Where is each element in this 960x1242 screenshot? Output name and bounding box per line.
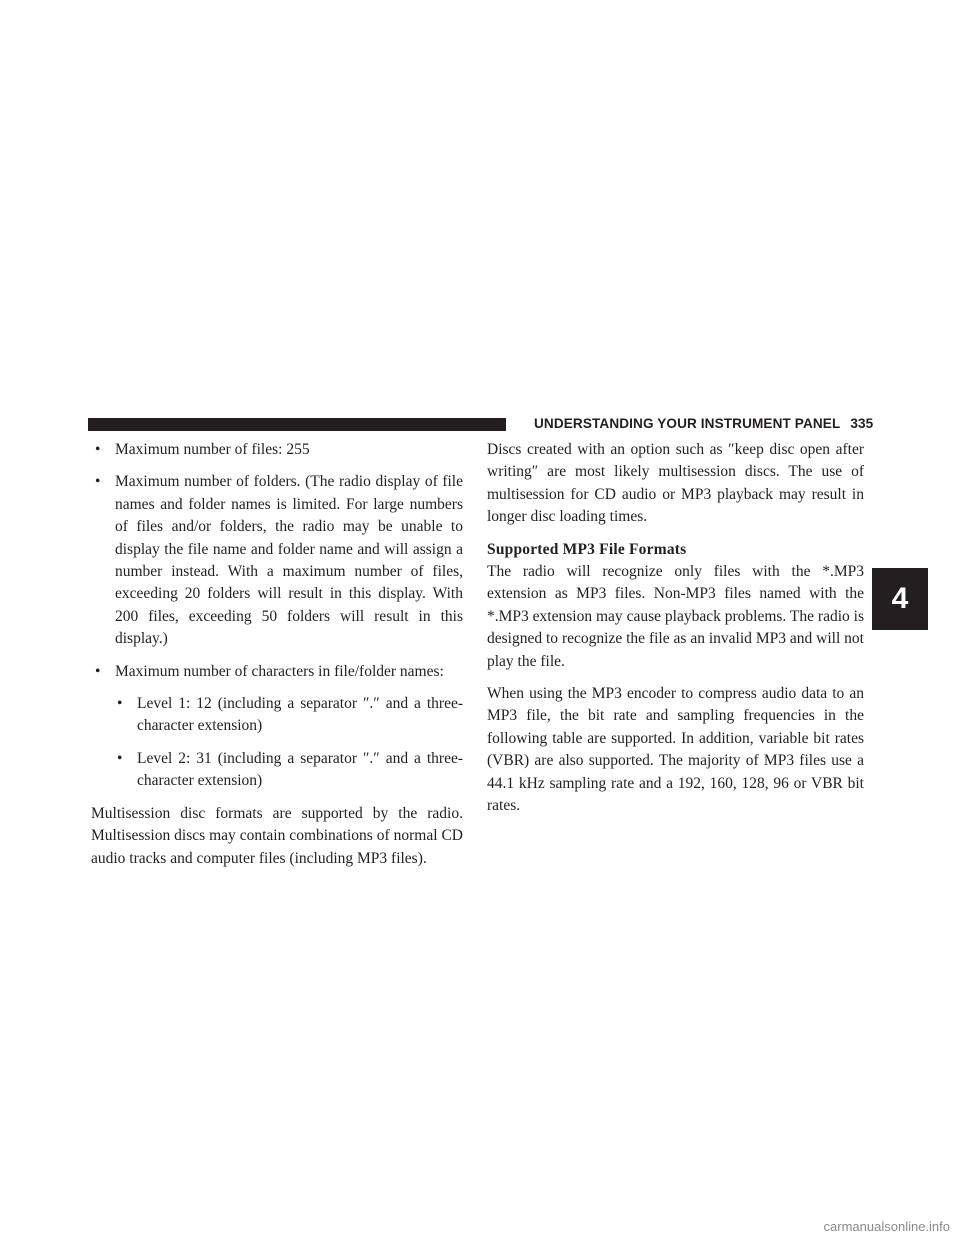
- chapter-tab: 4: [872, 568, 928, 630]
- bullet-icon: •: [117, 749, 123, 767]
- paragraph: Multisession disc formats are supported by the radio. Multisession discs may contain combinations of normal CD audio tracks and computer files (including MP3 files).: [91, 804, 463, 867]
- list-item: • Maximum number of characters in file/folder names:: [91, 661, 463, 683]
- sub-list-item: • Level 1: 12 (including a separator ″.″ and a three-character extension): [117, 695, 463, 735]
- page-number: 335: [850, 416, 874, 431]
- paragraph: The radio will recognize only files with the *.MP3 extension as MP3 files. Non-MP3 files named with the *.MP3 extension may cause playback problems. The radio is designed to recognize the file as an invalid MP3 and will not play the file.: [487, 563, 864, 670]
- section-heading: Supported MP3 File Formats: [487, 540, 687, 558]
- paragraph: When using the MP3 encoder to compress audio data to an MP3 file, the bit rate and sampling frequencies in the following table are supported. In addition, variable bit rates (VBR) are also supported. The majority of MP3 files use a 44.1 kHz sampling rate and a 192, 160, 128, 96 or VBR bit rates.: [487, 685, 864, 815]
- bullet-icon: •: [95, 441, 101, 458]
- header-rule: [88, 418, 506, 431]
- footer-watermark: carmanualsonline.info: [823, 1219, 950, 1234]
- paragraph: Discs created with an option such as ″keep disc open after writing″ are most likely multisession discs. The use of multisession for CD audio or MP3 playback may result in longer disc loading times.: [487, 441, 864, 526]
- bullet-icon: •: [117, 695, 123, 713]
- running-header: [534, 413, 872, 435]
- right-column: [487, 439, 864, 828]
- left-column: [91, 439, 463, 880]
- bullet-icon: •: [95, 473, 101, 491]
- section-title: UNDERSTANDING YOUR INSTRUMENT PANEL: [534, 416, 841, 431]
- list-item: • Maximum number of files: 255: [91, 439, 463, 461]
- list-item: • Maximum number of folders. (The radio display of file names and folder names is limited. For large numbers of files and/or folders, the radio may be unable to display the file name and folder name and will assign a number instead. With a maximum number of files, exceeding 20 folders will result in this display. With 200 files, exceeding 50 folders will result in this display.): [95, 473, 463, 648]
- bullet-icon: •: [95, 662, 101, 680]
- sub-list-item: • Level 2: 31 (including a separator ″.″ and a three-character extension): [117, 749, 463, 790]
